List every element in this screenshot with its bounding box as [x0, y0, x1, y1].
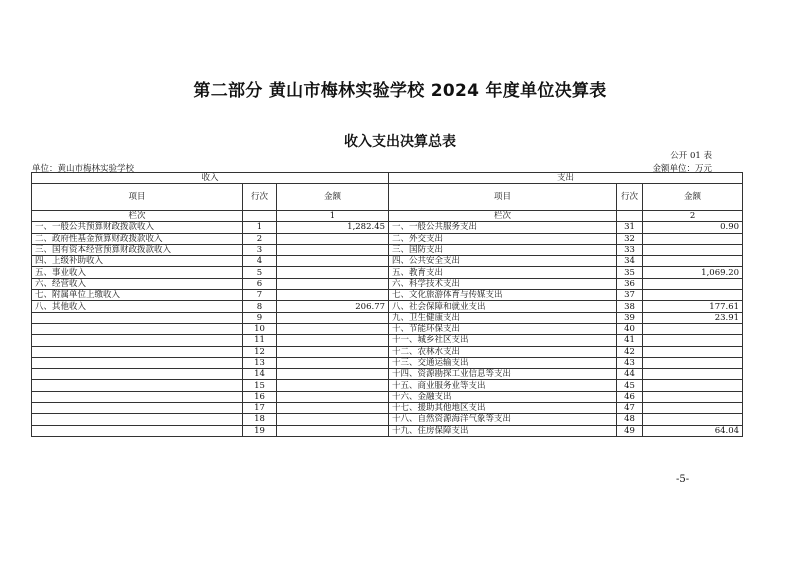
expense-item-cell: 一、一般公共服务支出	[389, 222, 617, 233]
expense-line-no-cell: 47	[617, 403, 643, 414]
income-line-no-cell: 6	[243, 278, 277, 289]
expense-item-header: 项目	[389, 184, 617, 211]
expense-line-no-cell: 46	[617, 391, 643, 402]
expense-item-cell: 八、社会保障和就业支出	[389, 301, 617, 312]
expense-line-no-header: 行次	[617, 184, 643, 211]
expense-column-label: 栏次	[389, 211, 617, 222]
income-line-no-cell: 15	[243, 380, 277, 391]
expense-amount-cell	[643, 335, 743, 346]
income-amount-cell: 206.77	[277, 301, 389, 312]
expense-line-no-cell: 40	[617, 323, 643, 334]
column-index-row	[32, 211, 743, 222]
income-amount-cell	[277, 312, 389, 323]
income-amount-cell	[277, 403, 389, 414]
income-item-cell: 一、一般公共预算财政拨款收入	[32, 222, 243, 233]
income-amount-cell	[277, 244, 389, 255]
table-row	[32, 256, 743, 267]
table-row	[32, 391, 743, 402]
income-column-label: 栏次	[32, 211, 243, 222]
table-row	[32, 312, 743, 323]
expense-section-header: 支出	[389, 173, 743, 184]
income-amount-cell	[277, 357, 389, 368]
income-item-cell: 三、国有资本经营预算财政拨款收入	[32, 244, 243, 255]
header-row-columns	[32, 184, 743, 211]
income-line-no-cell: 8	[243, 301, 277, 312]
income-item-cell	[32, 346, 243, 357]
income-line-no-cell: 17	[243, 403, 277, 414]
empty-cell	[243, 211, 277, 222]
expense-line-no-cell: 38	[617, 301, 643, 312]
income-amount-cell	[277, 391, 389, 402]
income-item-cell	[32, 403, 243, 414]
table-row	[32, 380, 743, 391]
expense-item-cell: 二、外交支出	[389, 233, 617, 244]
income-line-no-cell: 19	[243, 425, 277, 436]
page-number: -5-	[676, 474, 690, 485]
income-item-cell: 四、上级补助收入	[32, 256, 243, 267]
expense-item-cell: 十一、城乡社区支出	[389, 335, 617, 346]
income-amount-cell	[277, 323, 389, 334]
expense-line-no-cell: 44	[617, 369, 643, 380]
income-line-no-cell: 4	[243, 256, 277, 267]
expense-amount-header: 金额	[643, 184, 743, 211]
income-item-cell: 五、事业收入	[32, 267, 243, 278]
expense-amount-cell	[643, 414, 743, 425]
income-line-no-cell: 12	[243, 346, 277, 357]
expense-amount-cell	[643, 380, 743, 391]
table-row	[32, 403, 743, 414]
expense-item-cell: 十四、资源勘探工业信息等支出	[389, 369, 617, 380]
expense-item-cell: 十三、交通运输支出	[389, 357, 617, 368]
expense-amount-cell	[643, 357, 743, 368]
table-row	[32, 357, 743, 368]
expense-item-cell: 十六、金融支出	[389, 391, 617, 402]
income-expense-table	[31, 172, 743, 437]
expense-line-no-cell: 37	[617, 290, 643, 301]
unit-label: 单位：黄山市梅林实验学校	[32, 164, 135, 174]
income-item-cell	[32, 335, 243, 346]
income-item-cell	[32, 369, 243, 380]
income-line-no-cell: 14	[243, 369, 277, 380]
table-row	[32, 323, 743, 334]
expense-column-index: 2	[643, 211, 743, 222]
income-amount-cell	[277, 267, 389, 278]
expense-item-cell: 三、国防支出	[389, 244, 617, 255]
expense-line-no-cell: 45	[617, 380, 643, 391]
income-item-cell	[32, 414, 243, 425]
expense-amount-cell	[643, 323, 743, 334]
income-line-no-cell: 3	[243, 244, 277, 255]
income-amount-cell	[277, 414, 389, 425]
expense-amount-cell	[643, 278, 743, 289]
income-item-header: 项目	[32, 184, 243, 211]
expense-line-no-cell: 31	[617, 222, 643, 233]
expense-amount-cell	[643, 346, 743, 357]
income-item-cell	[32, 357, 243, 368]
income-amount-cell	[277, 335, 389, 346]
expense-line-no-cell: 39	[617, 312, 643, 323]
expense-item-cell: 七、文化旅游体育与传媒支出	[389, 290, 617, 301]
expense-item-cell: 六、科学技术支出	[389, 278, 617, 289]
table-row	[32, 335, 743, 346]
income-line-no-cell: 13	[243, 357, 277, 368]
expense-line-no-cell: 32	[617, 233, 643, 244]
expense-item-cell: 五、教育支出	[389, 267, 617, 278]
income-line-no-cell: 9	[243, 312, 277, 323]
expense-item-cell: 九、卫生健康支出	[389, 312, 617, 323]
expense-line-no-cell: 49	[617, 425, 643, 436]
income-line-no-cell: 1	[243, 222, 277, 233]
income-amount-cell: 1,282.45	[277, 222, 389, 233]
income-amount-cell	[277, 380, 389, 391]
expense-line-no-cell: 43	[617, 357, 643, 368]
income-item-cell	[32, 323, 243, 334]
expense-line-no-cell: 36	[617, 278, 643, 289]
expense-amount-cell: 23.91	[643, 312, 743, 323]
expense-item-cell: 四、公共安全支出	[389, 256, 617, 267]
expense-line-no-cell: 33	[617, 244, 643, 255]
income-item-cell	[32, 312, 243, 323]
expense-item-cell: 十八、自然资源海洋气象等支出	[389, 414, 617, 425]
income-line-no-cell: 2	[243, 233, 277, 244]
expense-amount-cell	[643, 244, 743, 255]
income-line-no-cell: 5	[243, 267, 277, 278]
form-number: 公开 01 表	[670, 151, 712, 161]
income-line-no-cell: 16	[243, 391, 277, 402]
header-row-section	[32, 173, 743, 184]
document-title: 第二部分 黄山市梅林实验学校 2024 年度单位决算表	[193, 81, 607, 101]
table-row	[32, 267, 743, 278]
expense-amount-cell	[643, 290, 743, 301]
income-section-header: 收入	[32, 173, 389, 184]
income-amount-cell	[277, 256, 389, 267]
table-row	[32, 369, 743, 380]
income-line-no-cell: 7	[243, 290, 277, 301]
income-item-cell: 八、其他收入	[32, 301, 243, 312]
income-item-cell: 七、附属单位上缴收入	[32, 290, 243, 301]
income-amount-header: 金额	[277, 184, 389, 211]
table-row	[32, 222, 743, 233]
table-row	[32, 346, 743, 357]
income-amount-cell	[277, 278, 389, 289]
table-title: 收入支出决算总表	[344, 134, 456, 150]
amount-unit-label: 金额单位：万元	[652, 164, 712, 174]
table-row	[32, 425, 743, 436]
income-column-index: 1	[277, 211, 389, 222]
table-row	[32, 244, 743, 255]
expense-line-no-cell: 34	[617, 256, 643, 267]
expense-item-cell: 十九、住房保障支出	[389, 425, 617, 436]
expense-item-cell: 十五、商业服务业等支出	[389, 380, 617, 391]
expense-item-cell: 十七、援助其他地区支出	[389, 403, 617, 414]
table-row	[32, 290, 743, 301]
table-row	[32, 233, 743, 244]
expense-amount-cell	[643, 233, 743, 244]
expense-item-cell: 十二、农林水支出	[389, 346, 617, 357]
income-item-cell: 六、经营收入	[32, 278, 243, 289]
expense-amount-cell	[643, 369, 743, 380]
expense-amount-cell	[643, 256, 743, 267]
expense-line-no-cell: 41	[617, 335, 643, 346]
table-row	[32, 301, 743, 312]
expense-amount-cell: 177.61	[643, 301, 743, 312]
income-amount-cell	[277, 346, 389, 357]
income-line-no-cell: 18	[243, 414, 277, 425]
income-item-cell: 二、政府性基金预算财政拨款收入	[32, 233, 243, 244]
table-row	[32, 414, 743, 425]
income-line-no-header: 行次	[243, 184, 277, 211]
expense-item-cell: 十、节能环保支出	[389, 323, 617, 334]
expense-line-no-cell: 48	[617, 414, 643, 425]
expense-amount-cell	[643, 391, 743, 402]
income-amount-cell	[277, 290, 389, 301]
income-item-cell	[32, 425, 243, 436]
income-line-no-cell: 11	[243, 335, 277, 346]
expense-line-no-cell: 42	[617, 346, 643, 357]
income-item-cell	[32, 380, 243, 391]
income-amount-cell	[277, 425, 389, 436]
expense-amount-cell: 1,069.20	[643, 267, 743, 278]
expense-amount-cell: 0.90	[643, 222, 743, 233]
expense-amount-cell: 64.04	[643, 425, 743, 436]
expense-amount-cell	[643, 403, 743, 414]
income-amount-cell	[277, 369, 389, 380]
expense-line-no-cell: 35	[617, 267, 643, 278]
income-item-cell	[32, 391, 243, 402]
income-line-no-cell: 10	[243, 323, 277, 334]
income-amount-cell	[277, 233, 389, 244]
empty-cell	[617, 211, 643, 222]
table-row	[32, 278, 743, 289]
